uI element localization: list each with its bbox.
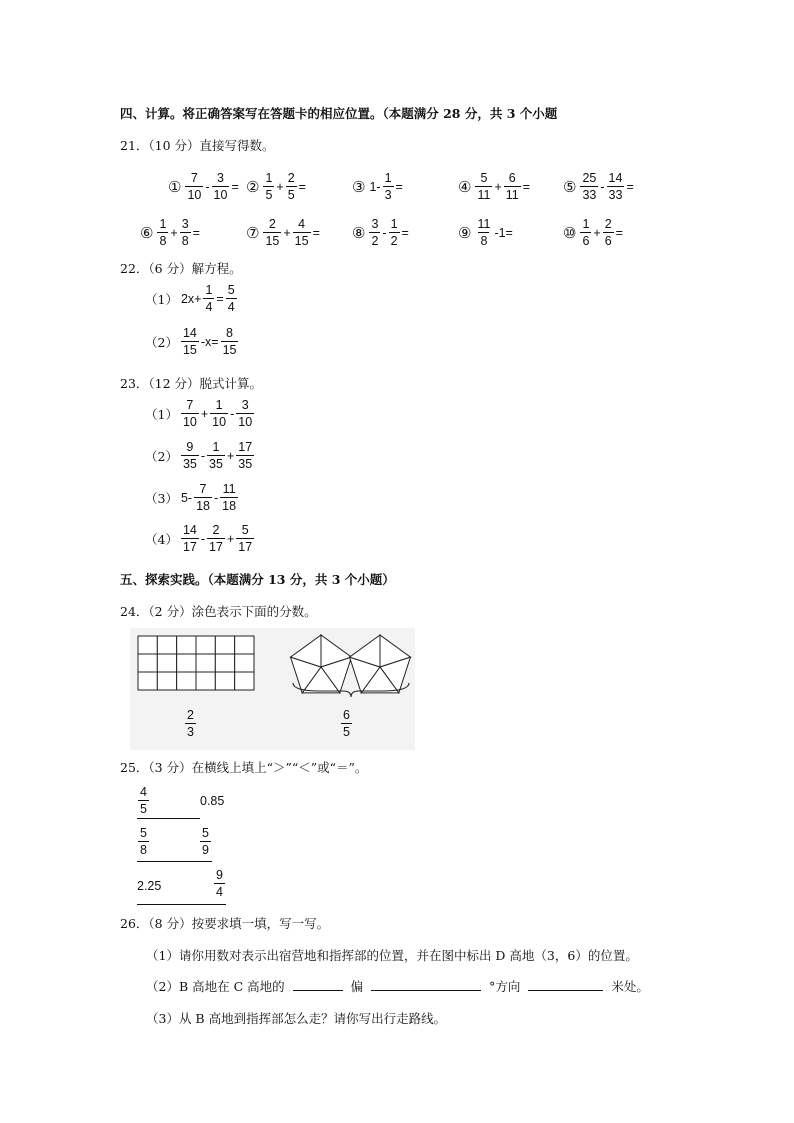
q26-distance-blank[interactable] xyxy=(528,978,603,991)
operator: + xyxy=(170,225,178,240)
item-number: ⑥ xyxy=(140,223,154,242)
q22-equation-1 xyxy=(145,284,238,313)
q24-heading: 24．（2 分）涂色表示下面的分数。 xyxy=(120,604,317,619)
operator: 5- xyxy=(180,490,193,505)
q21-item-9 xyxy=(458,218,514,247)
q21-item-7 xyxy=(246,218,321,247)
operator: - xyxy=(205,179,210,194)
operator: -x= xyxy=(200,334,219,349)
operator: = xyxy=(395,179,403,194)
q26-angle-blank[interactable] xyxy=(371,978,481,991)
grid-cell[interactable] xyxy=(235,672,254,690)
q26-part3: （3）从 B 高地到指挥部怎么走？请你写出行走路线。 xyxy=(146,1011,447,1026)
fraction: $\frac{7}{10}$ xyxy=(187,171,202,202)
operator: - xyxy=(600,179,605,194)
item-number: ① xyxy=(168,177,182,196)
grid-cell[interactable] xyxy=(177,672,196,690)
fraction: $\frac{1}{2}$ xyxy=(390,217,398,248)
q21-item-4 xyxy=(458,172,531,201)
operator: = xyxy=(312,225,320,240)
grid-cell[interactable] xyxy=(157,636,176,654)
rectangle-grid-figure xyxy=(138,636,254,690)
fraction: $\frac{14}{33}$ xyxy=(608,171,623,202)
q25-row3-value: 2.25 xyxy=(137,879,162,893)
operator: = xyxy=(615,225,623,240)
q26-direction-blank[interactable] xyxy=(293,978,343,991)
fraction: $\frac{2}{5}$ xyxy=(287,171,295,202)
fraction: $\frac{25}{33}$ xyxy=(582,171,597,202)
q26-part2-text-c: °方向 xyxy=(489,979,521,994)
grid-cell[interactable] xyxy=(177,636,196,654)
fraction: $\frac{7}{18}$ xyxy=(196,482,210,513)
grid-cell[interactable] xyxy=(157,672,176,690)
grid-cell[interactable] xyxy=(215,654,234,672)
fraction: $\frac{11}{18}$ xyxy=(222,482,237,513)
grid-cell[interactable] xyxy=(196,636,215,654)
operator: + xyxy=(226,448,235,463)
q26-part2 xyxy=(146,977,649,995)
q26-part1: （1）请你用数对表示出宿营地和指挥部的位置，并在图中标出 D 高地（3，6）的位置。 xyxy=(146,948,638,963)
operator: 1- xyxy=(369,179,381,194)
q24-fraction-two-thirds: $\frac{2}{3}$ xyxy=(187,708,194,739)
operator: = xyxy=(298,179,306,194)
q24-fraction-six-fifths: $\frac{6}{5}$ xyxy=(343,708,350,739)
q21-item-5 xyxy=(563,172,635,201)
q26-part2-text-a: （2）B 高地在 C 高地的 xyxy=(146,979,285,994)
q26-part2-text-b: 偏 xyxy=(350,979,364,994)
item-number: ② xyxy=(246,177,260,196)
item-label: （2） xyxy=(145,448,178,464)
q25-row3-fraction: $\frac{9}{4}$ xyxy=(216,868,223,899)
grid-cell[interactable] xyxy=(138,636,157,654)
fraction: $\frac{7}{10}$ xyxy=(182,398,197,429)
fraction: $\frac{6}{11}$ xyxy=(505,171,519,202)
fraction: $\frac{2}{6}$ xyxy=(604,217,612,248)
grid-cell[interactable] xyxy=(215,636,234,654)
fraction: $\frac{2}{15}$ xyxy=(265,217,280,248)
operator: = xyxy=(401,225,409,240)
item-label: （1） xyxy=(145,406,178,422)
operator: = xyxy=(522,179,531,194)
fraction: $\frac{2}{17}$ xyxy=(209,523,223,554)
item-label: （3） xyxy=(145,490,178,506)
grid-cell[interactable] xyxy=(157,654,176,672)
operator: + xyxy=(200,406,209,421)
fraction: $\frac{5}{17}$ xyxy=(238,523,253,554)
item-number: ④ xyxy=(458,177,472,196)
item-number: ⑩ xyxy=(563,223,577,242)
operator: - xyxy=(200,448,206,463)
item-number: ③ xyxy=(352,177,366,196)
item-number: ⑤ xyxy=(563,177,577,196)
operator: + xyxy=(276,179,284,194)
fraction: $\frac{1}{3}$ xyxy=(384,171,392,202)
q26-part2-text-d: 米处。 xyxy=(611,979,649,994)
operator: = xyxy=(231,179,239,194)
item-number: ⑧ xyxy=(352,223,366,242)
fraction: $\frac{1}{8}$ xyxy=(159,217,167,248)
grid-cell[interactable] xyxy=(196,654,215,672)
grid-cell[interactable] xyxy=(177,654,196,672)
fraction: $\frac{3}{2}$ xyxy=(371,217,379,248)
grid-cell[interactable] xyxy=(235,636,254,654)
item-number: ⑨ xyxy=(458,223,472,242)
grid-cell[interactable] xyxy=(215,672,234,690)
operator: = xyxy=(192,225,200,240)
q25-row3-blank[interactable] xyxy=(137,904,226,905)
operator: + xyxy=(593,225,601,240)
q21-item-10 xyxy=(563,218,624,247)
fraction: $\frac{9}{35}$ xyxy=(182,440,197,471)
fraction: $\frac{4}{15}$ xyxy=(294,217,309,248)
operator: - xyxy=(230,406,235,421)
operator: = xyxy=(626,179,634,194)
item-number: ⑦ xyxy=(246,223,260,242)
grid-cell[interactable] xyxy=(196,672,215,690)
q24-figure xyxy=(130,628,415,750)
fraction: $\frac{1}{6}$ xyxy=(582,217,590,248)
grid-cell[interactable] xyxy=(138,654,157,672)
fraction: $\frac{1}{4}$ xyxy=(205,283,213,314)
q22-heading: 22．（6 分）解方程。 xyxy=(120,261,242,276)
item-label: （1） xyxy=(145,291,178,307)
q21-heading: 21．（10 分）直接写得数。 xyxy=(120,138,275,153)
section-5-title: 五、探索实践。（本题满分 13 分，共 3 个小题） xyxy=(120,572,395,587)
fraction: $\frac{1}{35}$ xyxy=(209,440,223,471)
fraction: $\frac{3}{10}$ xyxy=(238,398,253,429)
q23-expression-1 xyxy=(145,399,255,428)
q21-item-1 xyxy=(168,172,240,201)
q23-expression-4 xyxy=(145,524,255,553)
fraction: $\frac{5}{4}$ xyxy=(227,283,235,314)
fraction: $\frac{1}{10}$ xyxy=(212,398,227,429)
operator: -1= xyxy=(494,225,513,240)
q23-heading: 23．（12 分）脱式计算。 xyxy=(120,376,263,391)
operator: + xyxy=(283,225,291,240)
q23-expression-3 xyxy=(145,483,239,512)
fraction: $\frac{8}{15}$ xyxy=(222,326,237,357)
section-4-title: 四、计算。将正确答案写在答题卡的相应位置。（本题满分 28 分，共 3 个小题 xyxy=(120,106,558,121)
fraction: $\frac{14}{15}$ xyxy=(182,326,197,357)
q25-row1-value: 0.85 xyxy=(200,794,225,808)
operator: - xyxy=(213,490,219,505)
fraction: $\frac{1}{5}$ xyxy=(265,171,273,202)
q21-item-3 xyxy=(352,172,404,201)
grid-cell[interactable] xyxy=(138,672,157,690)
q25-row1-fraction: $\frac{4}{5}$ xyxy=(140,785,147,816)
q25-row1-blank[interactable] xyxy=(137,818,200,819)
operator: + xyxy=(494,179,502,194)
q25-row2-blank[interactable] xyxy=(137,861,212,862)
fraction: $\frac{17}{35}$ xyxy=(238,440,253,471)
operator: = xyxy=(216,291,224,306)
q25-row2-right-fraction: $\frac{5}{9}$ xyxy=(202,826,209,857)
fraction: $\frac{3}{8}$ xyxy=(181,217,189,248)
q21-item-6 xyxy=(140,218,201,247)
fraction: $\frac{14}{17}$ xyxy=(182,523,197,554)
q25-row2-left-fraction: $\frac{5}{8}$ xyxy=(140,826,147,857)
operator: 2x+ xyxy=(180,291,202,306)
operator: - xyxy=(382,225,387,240)
item-label: （4） xyxy=(145,531,178,547)
q22-equation-2 xyxy=(145,327,239,356)
q25-heading: 25．（3 分）在横线上填上“＞”“＜”或“＝”。 xyxy=(120,760,368,775)
q23-expression-2 xyxy=(145,441,255,470)
grid-cell[interactable] xyxy=(235,654,254,672)
q21-item-8 xyxy=(352,218,410,247)
q21-item-2 xyxy=(246,172,307,201)
fraction: $\frac{11}{8}$ xyxy=(477,217,491,248)
item-label: （2） xyxy=(145,334,178,350)
operator: + xyxy=(226,531,235,546)
operator: - xyxy=(200,531,206,546)
fraction: $\frac{3}{10}$ xyxy=(213,171,228,202)
fraction: $\frac{5}{11}$ xyxy=(477,171,491,202)
q26-heading: 26．（8 分）按要求填一填，写一写。 xyxy=(120,916,330,931)
